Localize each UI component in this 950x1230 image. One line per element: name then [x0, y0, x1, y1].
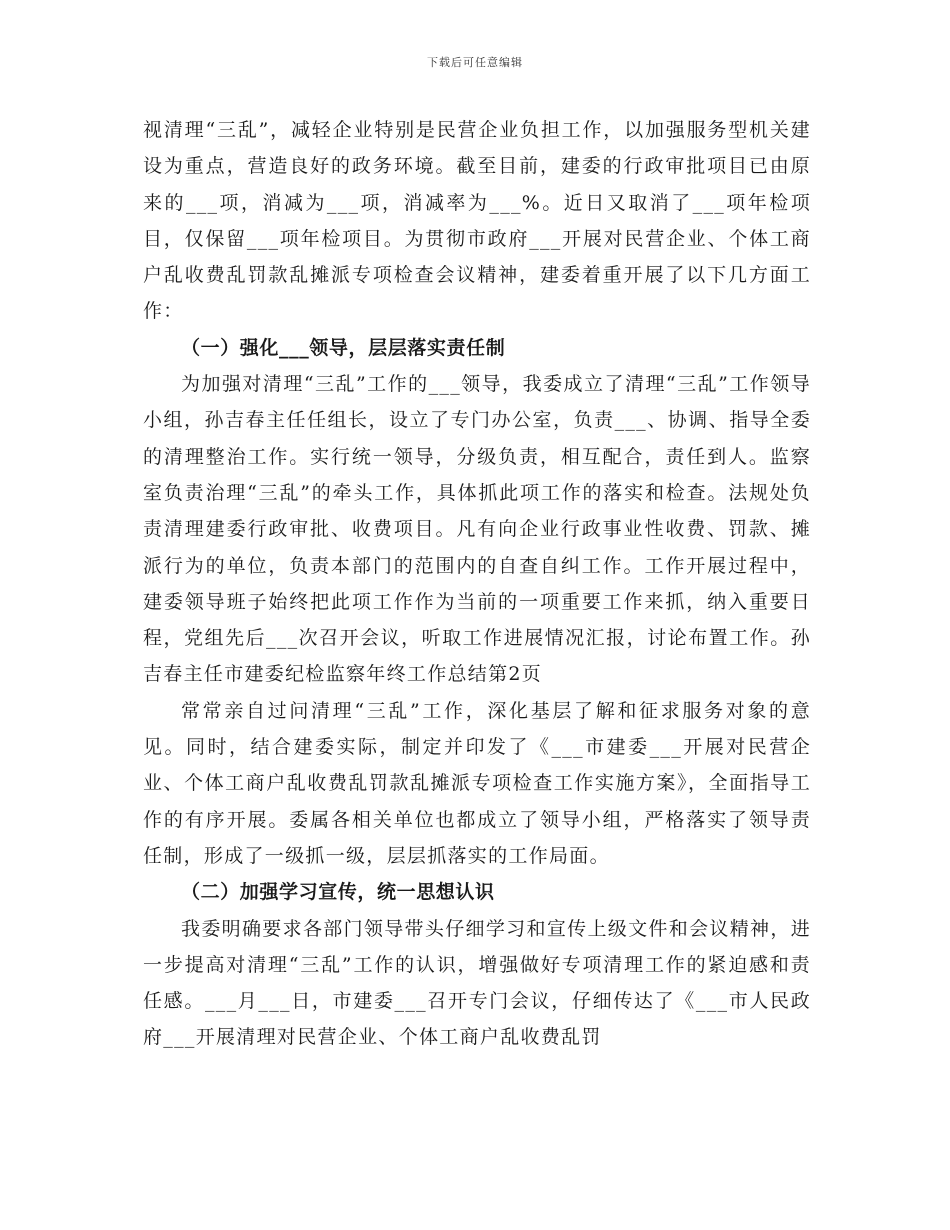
document-body [143, 112, 811, 1056]
page-header: 下载后可任意编辑 [427, 56, 523, 69]
section-heading-1: （一）强化___领导，层层落实责任制 [181, 336, 506, 359]
paragraph-leadership: 为加强对清理“三乱”工作的___领导，我委成立了清理“三乱”工作领导小组，孙吉春主任任组长，设立了专门办公室，负责___、协调、指导全委的清理整治工作。实行统一领导，分级负责，相互配合，责任到人。监察室负责治理“三乱”的牵头工作，具体抓此项工作的落实和检查。法规处负责清理建委行政审批、收费项目。凡有向企业行政事业性收费、罚款、摊派行为的单位，负责本部门的范围内的自查自纠工作。工作开展过程中，建委领导班子始终把此项工作作为当前的一项重要工作来抓，纳入重要日程，党组先后___次召开会议，听取工作进展情况汇报，讨论布置工作。孙吉春主任市建委纪检监察年终工作总结第2页 [143, 373, 811, 686]
section-heading-2: （二）加强学习宣传，统一思想认识 [181, 881, 495, 904]
paragraph-implementation: 常常亲自过问清理“三乱”工作，深化基层了解和征求服务对象的意见。同时，结合建委实际，制定并印发了《___市建委___开展对民营企业、个体工商户乱收费乱罚款乱摊派专项检查工作实施方案》，全面指导工作的有序开展。委属各相关单位也都成立了领导小组，严格落实了领导责任制，形成了一级抓一级，层层抓落实的工作局面。 [143, 699, 811, 867]
paragraph-continuation: 视清理“三乱”，减轻企业特别是民营企业负担工作，以加强服务型机关建设为重点，营造良好的政务环境。截至目前，建委的行政审批项目已由原来的___项，消减为___项，消减率为___%。近日又取消了___项年检项目，仅保留___项年检项目。为贯彻市政府___开展对民营企业、个体工商户乱收费乱罚款乱摊派专项检查会议精神，建委着重开展了以下几方面工作： [143, 119, 811, 323]
paragraph-study: 我委明确要求各部门领导带头仔细学习和宣传上级文件和会议精神，进一步提高对清理“三乱”工作的认识，增强做好专项清理工作的紧迫感和责任感。___月___日，市建委___召开专门会议，仔细传达了《___市人民政府___开展清理对民营企业、个体工商户乱收费乱罚 [143, 917, 811, 1049]
